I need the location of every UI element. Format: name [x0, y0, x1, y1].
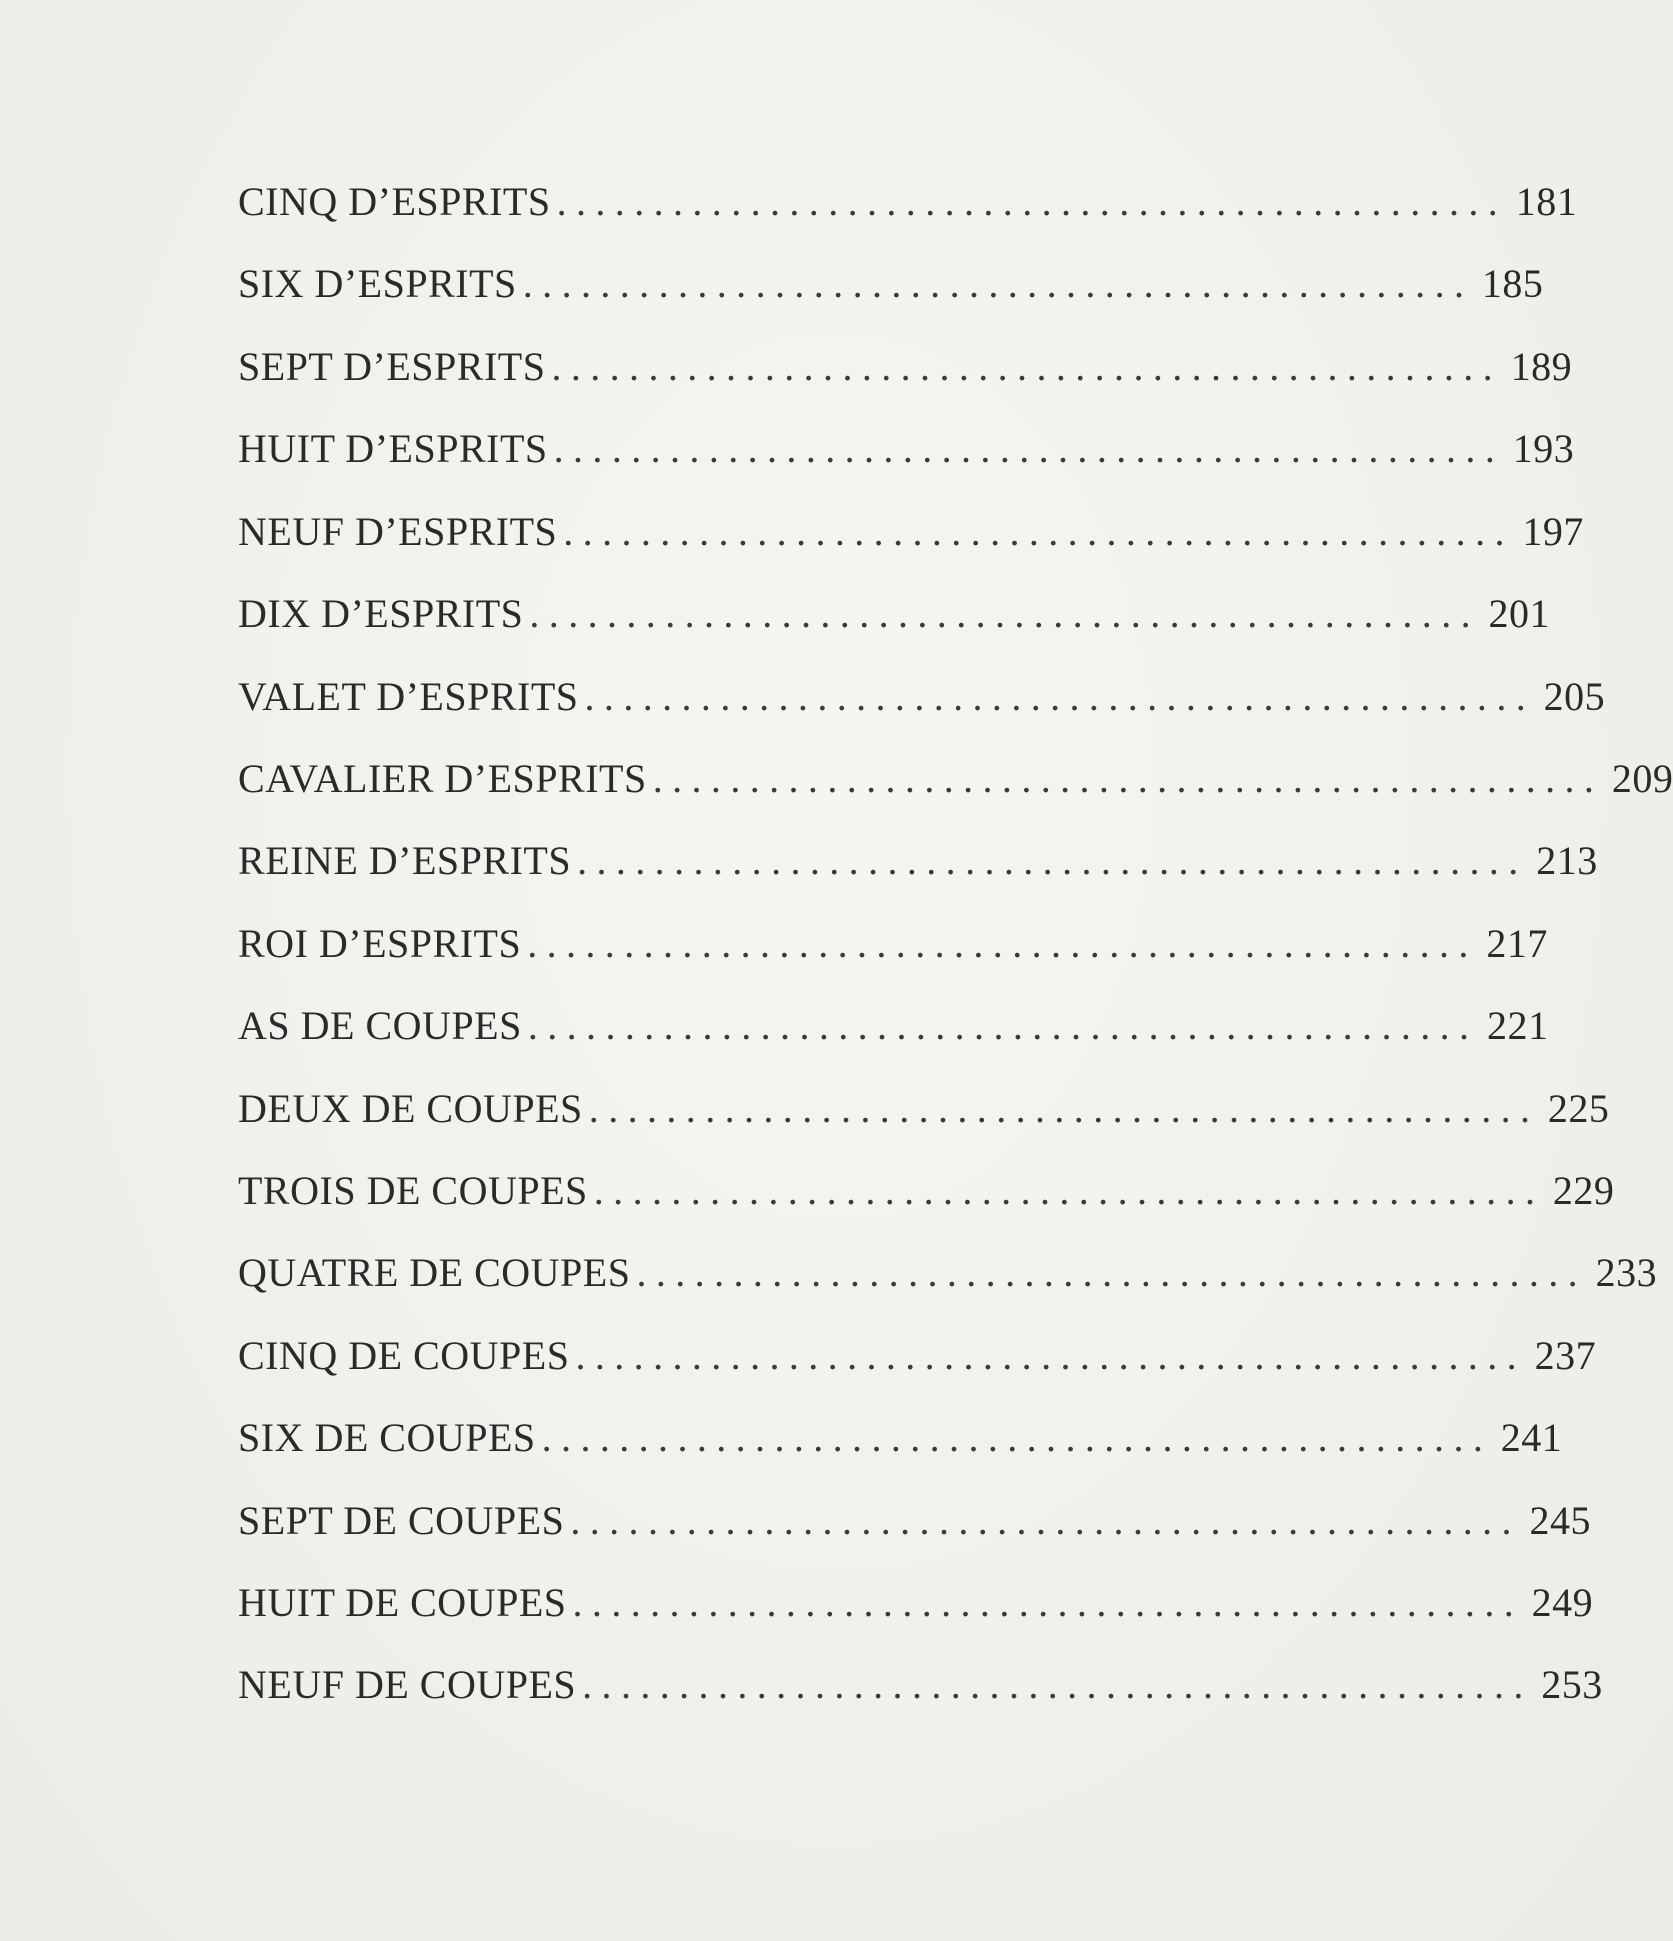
- toc-entry-page-number: 209: [1611, 756, 1673, 801]
- dot-leader: .................................................: [577, 838, 1528, 883]
- toc-entry-title: CINQ D’ESPRITS: [238, 179, 551, 224]
- toc-entry: [238, 1573, 1594, 1633]
- toc-entry-page-number: 197: [1522, 509, 1584, 554]
- toc-entry: [238, 1491, 1591, 1551]
- toc-entry-page-number: 253: [1541, 1662, 1603, 1707]
- toc-entry-title: HUIT DE COUPES: [238, 1580, 567, 1625]
- dot-leader: .................................................: [541, 1415, 1493, 1460]
- dot-leader: .................................................: [572, 1580, 1524, 1625]
- toc-entry: [238, 419, 1575, 479]
- toc-entry-title: CINQ DE COUPES: [238, 1333, 570, 1378]
- toc-entry-title: QUATRE DE COUPES: [238, 1250, 631, 1295]
- dot-leader: .................................................: [584, 674, 1536, 719]
- toc-entry-title: AS DE COUPES: [238, 1003, 522, 1048]
- toc-entry-title: HUIT D’ESPRITS: [238, 426, 548, 471]
- toc-entry-title: NEUF D’ESPRITS: [238, 509, 558, 554]
- toc-entry-page-number: 225: [1547, 1086, 1610, 1131]
- toc-entry-page-number: 213: [1536, 838, 1598, 883]
- toc-entry-page-number: 237: [1534, 1333, 1597, 1378]
- toc-entry: [238, 172, 1578, 232]
- toc-entry-page-number: 233: [1595, 1250, 1658, 1295]
- dot-leader: .................................................: [575, 1333, 1527, 1378]
- dot-leader: .................................................: [582, 1662, 1533, 1707]
- dot-leader: .................................................: [527, 921, 1478, 966]
- toc-entry-title: VALET D’ESPRITS: [238, 674, 579, 719]
- dot-leader: .................................................: [551, 344, 1503, 389]
- dot-leader: .................................................: [553, 426, 1505, 471]
- toc-entry: [238, 502, 1584, 562]
- toc-entry: [238, 1326, 1597, 1386]
- toc-entry: [238, 1243, 1658, 1303]
- toc-entry-page-number: 193: [1512, 426, 1575, 471]
- dot-leader: .................................................: [636, 1250, 1588, 1295]
- toc-entry-title: SIX DE COUPES: [238, 1415, 536, 1460]
- toc-entry-title: CAVALIER D’ESPRITS: [238, 756, 647, 801]
- toc-entry-page-number: 181: [1515, 179, 1578, 224]
- toc-entry: [238, 1079, 1610, 1139]
- toc-entry: [238, 1655, 1603, 1715]
- dot-leader: .................................................: [556, 179, 1508, 224]
- dot-leader: .................................................: [570, 1498, 1521, 1543]
- toc-entry: [238, 254, 1544, 314]
- toc-entry: [238, 1161, 1615, 1221]
- toc-entry-title: TROIS DE COUPES: [238, 1168, 588, 1213]
- toc-entry: [238, 831, 1598, 891]
- toc-entry: [238, 1408, 1563, 1468]
- toc-entry-page-number: 217: [1486, 921, 1548, 966]
- toc-entry-title: DIX D’ESPRITS: [238, 591, 524, 636]
- dot-leader: .................................................: [529, 591, 1481, 636]
- toc-entry-page-number: 241: [1500, 1415, 1563, 1460]
- toc-entry-title: NEUF DE COUPES: [238, 1662, 577, 1707]
- toc-entry-page-number: 229: [1552, 1168, 1615, 1213]
- toc-entry: [238, 584, 1551, 644]
- toc-entry-page-number: 205: [1543, 674, 1606, 719]
- toc-entry: [238, 996, 1549, 1056]
- toc-entry: [238, 749, 1673, 809]
- toc-entry-title: REINE D’ESPRITS: [238, 838, 572, 883]
- toc-entry-page-number: 221: [1486, 1003, 1549, 1048]
- dot-leader: .................................................: [522, 261, 1474, 306]
- dot-leader: .................................................: [527, 1003, 1479, 1048]
- toc-entry-page-number: 201: [1488, 591, 1551, 636]
- toc-entry-title: DEUX DE COUPES: [238, 1086, 583, 1131]
- toc-entry-page-number: 249: [1531, 1580, 1594, 1625]
- toc-entry-page-number: 185: [1481, 261, 1544, 306]
- toc-entry-title: SEPT D’ESPRITS: [238, 344, 546, 389]
- dot-leader: .................................................: [563, 509, 1514, 554]
- dot-leader: .................................................: [593, 1168, 1545, 1213]
- dot-leader: .................................................: [588, 1086, 1540, 1131]
- toc-entry: [238, 667, 1606, 727]
- toc-entry-page-number: 189: [1510, 344, 1573, 389]
- toc-entry-page-number: 245: [1529, 1498, 1591, 1543]
- toc-entry-title: ROI D’ESPRITS: [238, 921, 522, 966]
- dot-leader: .................................................: [652, 756, 1604, 801]
- toc-entry-title: SEPT DE COUPES: [238, 1498, 565, 1543]
- toc-entry: [238, 337, 1573, 397]
- toc-entry: [238, 914, 1548, 974]
- toc-entry-title: SIX D’ESPRITS: [238, 261, 517, 306]
